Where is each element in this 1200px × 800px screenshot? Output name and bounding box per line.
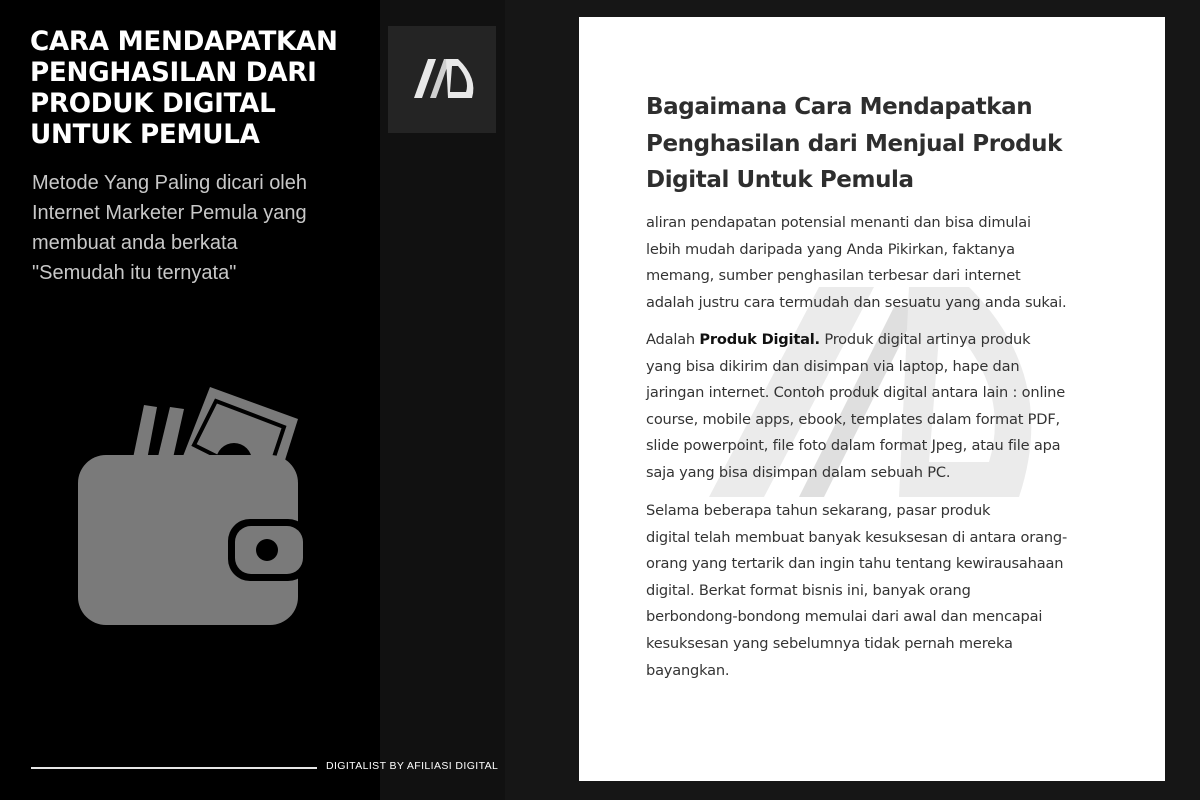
cover-subtitle-line: Internet Marketer Pemula yang — [32, 202, 307, 224]
paragraph-intro — [646, 210, 1116, 316]
cover-subtitle-line: "Semudah itu ternyata" — [32, 262, 237, 284]
text-line: digital telah membuat banyak kesuksesan di antara orang- — [646, 528, 1068, 546]
cover-title-line: UNTUK PEMULA — [30, 119, 260, 150]
paragraph-market — [646, 498, 1116, 684]
paragraph-definition — [646, 327, 1116, 487]
text-line: Selama beberapa tahun sekarang, pasar produk — [646, 502, 991, 519]
text-line: slide powerpoint, file foto dalam format Jpeg, atau file apa — [646, 437, 1061, 455]
text-line: adalah justru cara termudah dan sesuatu yang anda sukai. — [646, 293, 1067, 311]
text-line: orang yang tertarik dan ingin tahu tentang kewirausahaan — [646, 555, 1064, 573]
cover-subtitle-line: membuat anda berkata — [32, 232, 238, 254]
cover-title-line: PENGHASILAN DARI — [30, 57, 317, 88]
cover-title-line: CARA MENDAPATKAN — [30, 26, 338, 57]
text-line: lebih mudah daripada yang Anda Pikirkan, faktanya — [646, 240, 1015, 258]
document-page — [579, 17, 1165, 781]
wallet-icon — [78, 385, 310, 625]
text-line: bayangkan. — [646, 661, 730, 679]
text-line — [646, 327, 1116, 354]
text-line: saja yang bisa disimpan dalam sebuah PC. — [646, 463, 951, 481]
bold-term: Produk Digital. — [699, 331, 820, 348]
text-line: kesuksesan yang sebelumnya tidak pernah mereka — [646, 634, 1013, 652]
text-lead: Adalah — [646, 331, 700, 348]
heading-line: Bagaimana Cara Mendapatkan — [646, 94, 1033, 120]
brand-logo — [388, 26, 496, 133]
heading-line: Digital Untuk Pemula — [646, 167, 914, 193]
text-line: aliran pendapatan potensial menanti dan bisa dimulai — [646, 214, 1031, 231]
footer-divider — [31, 767, 317, 769]
footer-credit: DIGITALIST BY AFILIASI DIGITAL — [326, 760, 499, 772]
text-line: memang, sumber penghasilan terbesar dari internet — [646, 267, 1021, 285]
document-heading — [646, 89, 1116, 199]
cover-title — [30, 26, 360, 150]
heading-line: Penghasilan dari Menjual Produk — [646, 130, 1063, 157]
text-line: yang bisa dikirim dan disimpan via laptop, hape dan — [646, 357, 1020, 375]
cover-subtitle-line: Metode Yang Paling dicari oleh — [32, 172, 307, 194]
text-line: berbondong-bondong memulai dari awal dan mencapai — [646, 608, 1043, 626]
text-line: digital. Berkat format bisnis ini, banyak orang — [646, 581, 971, 599]
text-rest: Produk digital artinya produk — [819, 331, 1031, 348]
logo-icon — [388, 26, 496, 133]
cover-subtitle — [32, 168, 342, 288]
text-line: jaringan internet. Contoh produk digital antara lain : online — [646, 384, 1065, 402]
text-line: course, mobile apps, ebook, templates dalam format PDF, — [646, 410, 1060, 428]
cover-title-line: PRODUK DIGITAL — [30, 88, 276, 119]
